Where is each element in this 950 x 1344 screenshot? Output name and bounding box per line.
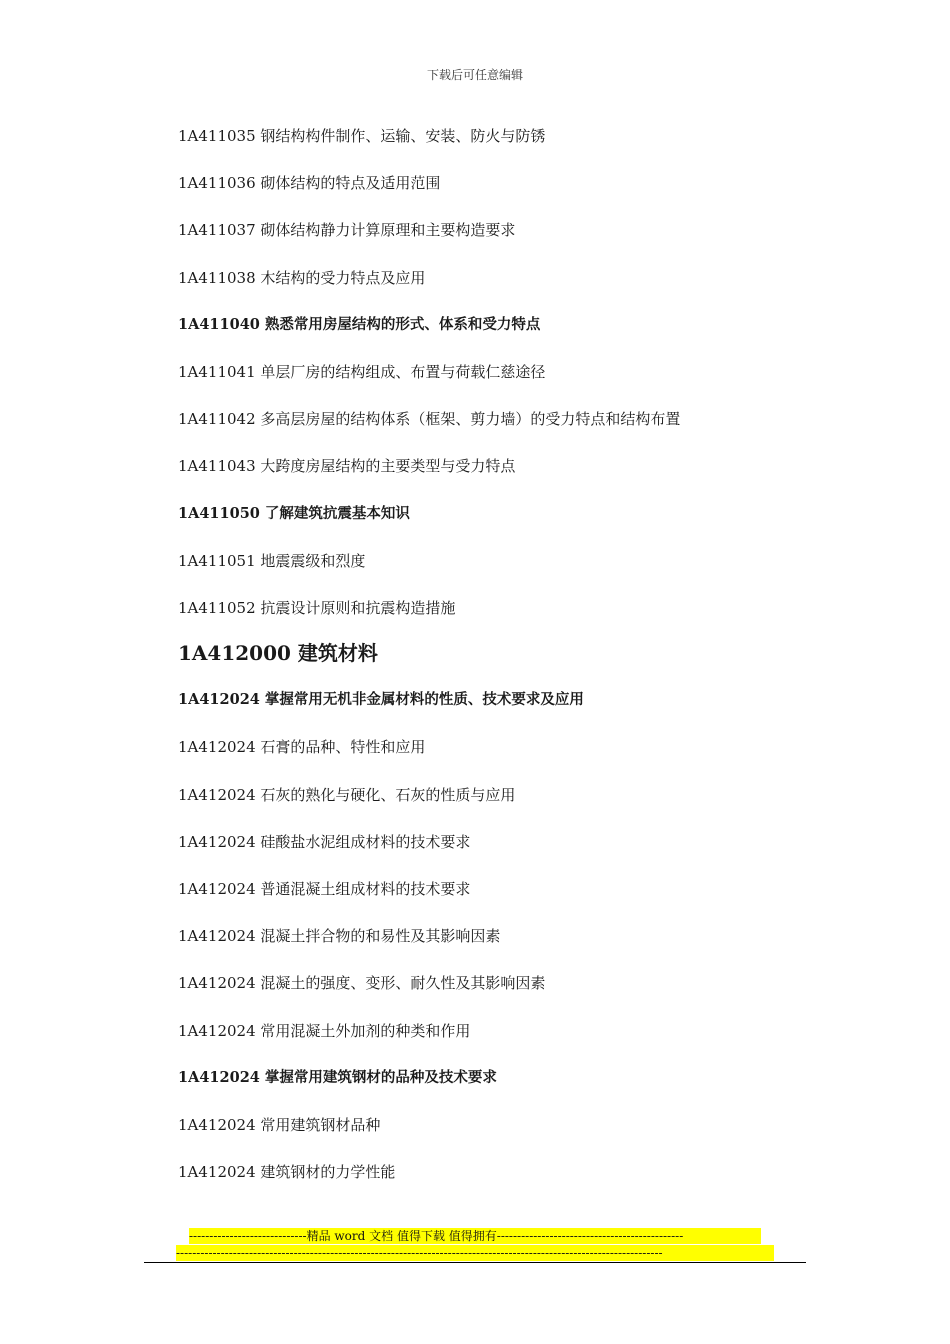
document-body [178,124,858,1207]
outline-item: 1A412024 硅酸盐水泥组成材料的技术要求 [178,832,471,851]
outline-item: 1A411038 木结构的受力特点及应用 [178,268,426,287]
outline-item: 1A411052 抗震设计原则和抗震构造措施 [178,598,456,617]
outline-item: 1A412024 常用混凝土外加剂的种类和作用 [178,1021,471,1040]
outline-item: 1A411043 大跨度房屋结构的主要类型与受力特点 [178,457,516,476]
outline-item: 1A411036 砌体结构的特点及适用范围 [178,174,441,193]
outline-subheading: 1A411040 熟悉常用房屋结构的形式、体系和受力特点 [178,315,541,333]
outline-subheading: 1A411050 了解建筑抗震基本知识 [178,504,410,522]
outline-item: 1A412024 混凝土的强度、变形、耐久性及其影响因素 [178,974,546,993]
outline-item: 1A411037 砌体结构静力计算原理和主要构造要求 [178,221,516,240]
footer-rule [144,1262,806,1263]
outline-item: 1A412024 石膏的品种、特性和应用 [178,738,426,757]
outline-item: 1A412024 普通混凝土组成材料的技术要求 [178,880,471,898]
outline-item: 1A411041 单层厂房的结构组成、布置与荷载仁慈途径 [178,362,546,381]
footer-banner: -----------------------------精品 word 文档 值得下载 值得拥有---------------------------------------------- [189,1228,761,1244]
section-heading: 1A412000 建筑材料 [178,641,378,666]
outline-item: 1A411042 多高层房屋的结构体系（框架、剪力墙）的受力特点和结构布置 [178,410,681,429]
outline-item: 1A412024 建筑钢材的力学性能 [178,1163,396,1182]
outline-item: 1A411051 地震震级和烈度 [178,551,366,570]
outline-item: 1A412024 常用建筑钢材品种 [178,1115,381,1134]
page-header: 下载后可任意编辑 [426,68,523,82]
outline-subheading: 1A412024 掌握常用建筑钢材的品种及技术要求 [178,1068,497,1086]
outline-item: 1A412024 混凝土拌合物的和易性及其影响因素 [178,927,501,946]
footer-dashes: ------------------------------------------------------------------------------------------------------------------------ [176,1245,774,1261]
outline-subheading: 1A412024 掌握常用无机非金属材料的性质、技术要求及应用 [178,691,584,709]
outline-item: 1A412024 石灰的熟化与硬化、石灰的性质与应用 [178,785,516,804]
outline-item: 1A411035 钢结构构件制作、运输、安装、防火与防锈 [178,127,546,145]
